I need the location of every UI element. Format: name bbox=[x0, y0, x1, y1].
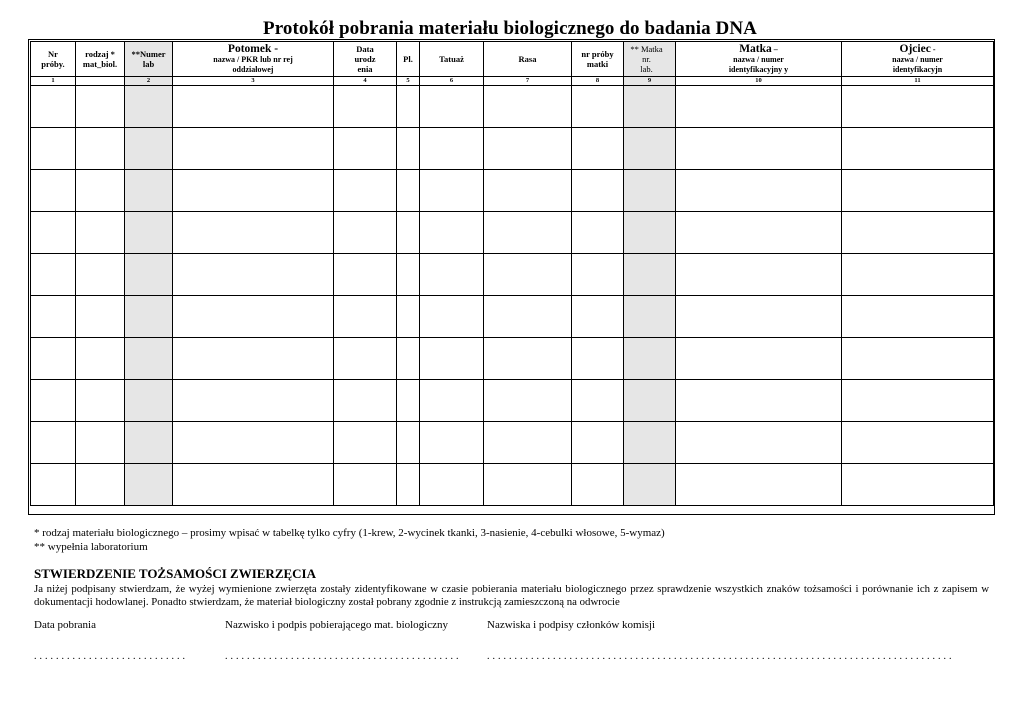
table-cell[interactable] bbox=[31, 464, 76, 506]
table-row bbox=[31, 338, 994, 380]
table-row bbox=[31, 254, 994, 296]
table-cell[interactable] bbox=[334, 254, 397, 296]
col-header-rasa: Rasa bbox=[484, 42, 572, 77]
table-cell[interactable] bbox=[484, 254, 572, 296]
table-cell[interactable] bbox=[842, 296, 994, 338]
table-cell[interactable] bbox=[484, 296, 572, 338]
table-cell[interactable] bbox=[572, 170, 624, 212]
col-header-data-urodzenia: Data urodz enia bbox=[334, 42, 397, 77]
table-cell[interactable] bbox=[397, 128, 420, 170]
table-cell[interactable] bbox=[76, 170, 125, 212]
table-cell[interactable] bbox=[842, 254, 994, 296]
table-cell[interactable] bbox=[676, 212, 842, 254]
footnote-laboratory: ** wypełnia laboratorium bbox=[34, 541, 148, 553]
table-cell[interactable] bbox=[173, 170, 334, 212]
column-number: 2 bbox=[125, 77, 173, 86]
table-cell[interactable] bbox=[624, 128, 676, 170]
table-cell[interactable] bbox=[572, 296, 624, 338]
col-header-tatuaz: Tatuaż bbox=[420, 42, 484, 77]
table-cell[interactable] bbox=[420, 338, 484, 380]
table-cell[interactable] bbox=[76, 296, 125, 338]
table-cell[interactable] bbox=[334, 212, 397, 254]
signature-line-komisja[interactable]: ..................................................................................... bbox=[487, 651, 955, 662]
col-header-matka-nr-lab: ** Matka nr. lab. bbox=[624, 42, 676, 77]
table-cell[interactable] bbox=[484, 380, 572, 422]
document-title: Protokół pobrania materiału biologicznego do badania DNA bbox=[262, 18, 757, 39]
table-cell[interactable] bbox=[842, 212, 994, 254]
table-cell[interactable] bbox=[676, 128, 842, 170]
table-cell[interactable] bbox=[173, 296, 334, 338]
table-row bbox=[31, 422, 994, 464]
table-cell[interactable] bbox=[31, 338, 76, 380]
table-cell[interactable] bbox=[173, 380, 334, 422]
table-cell[interactable] bbox=[572, 128, 624, 170]
col-header-nr-proby-matki: nr próby matki bbox=[572, 42, 624, 77]
table-cell[interactable] bbox=[676, 464, 842, 506]
table-cell[interactable] bbox=[484, 170, 572, 212]
table-cell[interactable] bbox=[76, 422, 125, 464]
table-cell[interactable] bbox=[76, 464, 125, 506]
table-cell[interactable] bbox=[842, 86, 994, 128]
label-pobierajacy: Nazwisko i podpis pobierającego mat. biologiczny bbox=[225, 619, 448, 631]
table-cell[interactable] bbox=[420, 464, 484, 506]
col-header-matka: Matka – nazwa / numer identyfikacyjny y bbox=[676, 42, 842, 77]
table-cell[interactable] bbox=[420, 170, 484, 212]
table-cell[interactable] bbox=[624, 464, 676, 506]
table-cell[interactable] bbox=[676, 338, 842, 380]
table-cell[interactable] bbox=[624, 86, 676, 128]
table-cell[interactable] bbox=[76, 86, 125, 128]
table-cell[interactable] bbox=[173, 254, 334, 296]
table-cell[interactable] bbox=[334, 380, 397, 422]
table-row bbox=[31, 380, 994, 422]
signature-line-data-pobrania[interactable]: ............................ bbox=[34, 651, 188, 662]
table-cell[interactable] bbox=[676, 422, 842, 464]
table-cell[interactable] bbox=[572, 422, 624, 464]
table-cell[interactable] bbox=[76, 128, 125, 170]
column-number bbox=[76, 77, 125, 86]
table-row bbox=[31, 296, 994, 338]
sample-table bbox=[30, 41, 994, 506]
table-cell[interactable] bbox=[420, 254, 484, 296]
column-number: 5 bbox=[397, 77, 420, 86]
table-cell[interactable] bbox=[484, 212, 572, 254]
table-cell[interactable] bbox=[842, 128, 994, 170]
table-cell[interactable] bbox=[572, 254, 624, 296]
table-cell[interactable] bbox=[624, 296, 676, 338]
column-number: 7 bbox=[484, 77, 572, 86]
table-row bbox=[31, 212, 994, 254]
col-header-nr-proby: Nr próby. bbox=[31, 42, 76, 77]
table-cell[interactable] bbox=[31, 128, 76, 170]
label-komisja: Nazwiska i podpisy członków komisji bbox=[487, 619, 656, 631]
table-cell[interactable] bbox=[420, 422, 484, 464]
table-cell[interactable] bbox=[397, 296, 420, 338]
table-cell[interactable] bbox=[397, 254, 420, 296]
table-cell[interactable] bbox=[572, 338, 624, 380]
table-cell[interactable] bbox=[31, 254, 76, 296]
table-cell[interactable] bbox=[76, 254, 125, 296]
declaration-text: Ja niżej podpisany stwierdzam, że wyżej wymienione zwierzęta zostały zidentyfikowane w czasie pobierania materiału biologicznego przez sprawdzenie wszystkich znaków tożsamości i porównanie ich z zapisem w dokumentacji hodowlanej. Ponadto stwierdzam, że materiał biologiczny został pobrany zgodnie z instrukcją zamieszczoną na odwrocie bbox=[34, 583, 989, 608]
table-cell[interactable] bbox=[624, 380, 676, 422]
table-cell[interactable] bbox=[125, 128, 173, 170]
table-cell[interactable] bbox=[397, 338, 420, 380]
table-cell[interactable] bbox=[624, 338, 676, 380]
table-cell[interactable] bbox=[173, 86, 334, 128]
column-number: 1 bbox=[31, 77, 76, 86]
table-cell[interactable] bbox=[31, 86, 76, 128]
table-cell[interactable] bbox=[676, 296, 842, 338]
table-cell[interactable] bbox=[31, 380, 76, 422]
table-cell[interactable] bbox=[125, 296, 173, 338]
table-cell[interactable] bbox=[125, 380, 173, 422]
table-cell[interactable] bbox=[125, 338, 173, 380]
table-cell[interactable] bbox=[397, 170, 420, 212]
table-cell[interactable] bbox=[173, 128, 334, 170]
table-cell[interactable] bbox=[397, 422, 420, 464]
table-cell[interactable] bbox=[484, 338, 572, 380]
footnote-material-type: * rodzaj materiału biologicznego – prosimy wpisać w tabelkę tylko cyfry (1-krew, 2-wycinek tkanki, 3-nasienie, 4-cebulki włosowe, 5-wymaz) bbox=[34, 527, 665, 539]
table-cell[interactable] bbox=[125, 170, 173, 212]
table-cell[interactable] bbox=[842, 422, 994, 464]
table-cell[interactable] bbox=[125, 254, 173, 296]
table-cell[interactable] bbox=[676, 254, 842, 296]
table-cell[interactable] bbox=[420, 212, 484, 254]
table-cell[interactable] bbox=[484, 128, 572, 170]
col-header-ojciec: Ojciec - nazwa / numer identyfikacyjn bbox=[842, 42, 994, 77]
table-cell[interactable] bbox=[397, 212, 420, 254]
table-cell[interactable] bbox=[31, 422, 76, 464]
col-header-plec: Pl. bbox=[397, 42, 420, 77]
column-number: 3 bbox=[173, 77, 334, 86]
table-cell[interactable] bbox=[484, 464, 572, 506]
table-row bbox=[31, 86, 994, 128]
table-cell[interactable] bbox=[842, 380, 994, 422]
table-cell[interactable] bbox=[572, 464, 624, 506]
table-cell[interactable] bbox=[572, 380, 624, 422]
table-cell[interactable] bbox=[572, 212, 624, 254]
table-cell[interactable] bbox=[397, 86, 420, 128]
table-cell[interactable] bbox=[420, 86, 484, 128]
table-cell[interactable] bbox=[420, 380, 484, 422]
table-cell[interactable] bbox=[31, 296, 76, 338]
col-header-numer-lab: **Numer lab bbox=[125, 42, 173, 77]
table-cell[interactable] bbox=[173, 212, 334, 254]
column-number: 10 bbox=[676, 77, 842, 86]
table-cell[interactable] bbox=[76, 338, 125, 380]
table-cell[interactable] bbox=[624, 170, 676, 212]
table-cell[interactable] bbox=[484, 422, 572, 464]
table-cell[interactable] bbox=[31, 170, 76, 212]
table-cell[interactable] bbox=[76, 380, 125, 422]
header-row bbox=[31, 42, 994, 77]
column-number: 8 bbox=[572, 77, 624, 86]
table-cell[interactable] bbox=[125, 422, 173, 464]
col-header-rodzaj: rodzaj * mat_biol. bbox=[76, 42, 125, 77]
declaration-heading: STWIERDZENIE TOŻSAMOŚCI ZWIERZĘCIA bbox=[34, 566, 316, 581]
table-cell[interactable] bbox=[676, 86, 842, 128]
table-cell[interactable] bbox=[334, 422, 397, 464]
table-cell[interactable] bbox=[334, 296, 397, 338]
table-cell[interactable] bbox=[397, 380, 420, 422]
table-cell[interactable] bbox=[842, 338, 994, 380]
table-cell[interactable] bbox=[173, 464, 334, 506]
column-number: 9 bbox=[624, 77, 676, 86]
table-cell[interactable] bbox=[125, 464, 173, 506]
table-cell[interactable] bbox=[31, 212, 76, 254]
table-cell[interactable] bbox=[173, 422, 334, 464]
table-row bbox=[31, 464, 994, 506]
table-cell[interactable] bbox=[397, 464, 420, 506]
table-cell[interactable] bbox=[420, 128, 484, 170]
table-cell[interactable] bbox=[173, 338, 334, 380]
table-cell[interactable] bbox=[624, 422, 676, 464]
table-cell[interactable] bbox=[676, 380, 842, 422]
table-cell[interactable] bbox=[125, 212, 173, 254]
table-cell[interactable] bbox=[334, 464, 397, 506]
table-row bbox=[31, 170, 994, 212]
table-cell[interactable] bbox=[76, 212, 125, 254]
table-cell[interactable] bbox=[334, 338, 397, 380]
table-cell[interactable] bbox=[484, 86, 572, 128]
column-number: 4 bbox=[334, 77, 397, 86]
column-number: 6 bbox=[420, 77, 484, 86]
table-cell[interactable] bbox=[676, 170, 842, 212]
table-cell[interactable] bbox=[334, 170, 397, 212]
table-cell[interactable] bbox=[125, 86, 173, 128]
column-number: 11 bbox=[842, 77, 994, 86]
table-cell[interactable] bbox=[420, 296, 484, 338]
table-cell[interactable] bbox=[842, 170, 994, 212]
table-cell[interactable] bbox=[624, 212, 676, 254]
table-cell[interactable] bbox=[842, 464, 994, 506]
label-data-pobrania: Data pobrania bbox=[34, 619, 96, 631]
col-header-potomek: Potomek - nazwa / PKR lub nr rej oddziałowej bbox=[173, 42, 334, 77]
table-cell[interactable] bbox=[334, 86, 397, 128]
signature-line-pobierajacy[interactable]: ........................................... bbox=[225, 651, 462, 662]
column-number-row bbox=[31, 77, 994, 86]
table-row bbox=[31, 128, 994, 170]
table-cell[interactable] bbox=[572, 86, 624, 128]
table-cell[interactable] bbox=[624, 254, 676, 296]
table-cell[interactable] bbox=[334, 128, 397, 170]
